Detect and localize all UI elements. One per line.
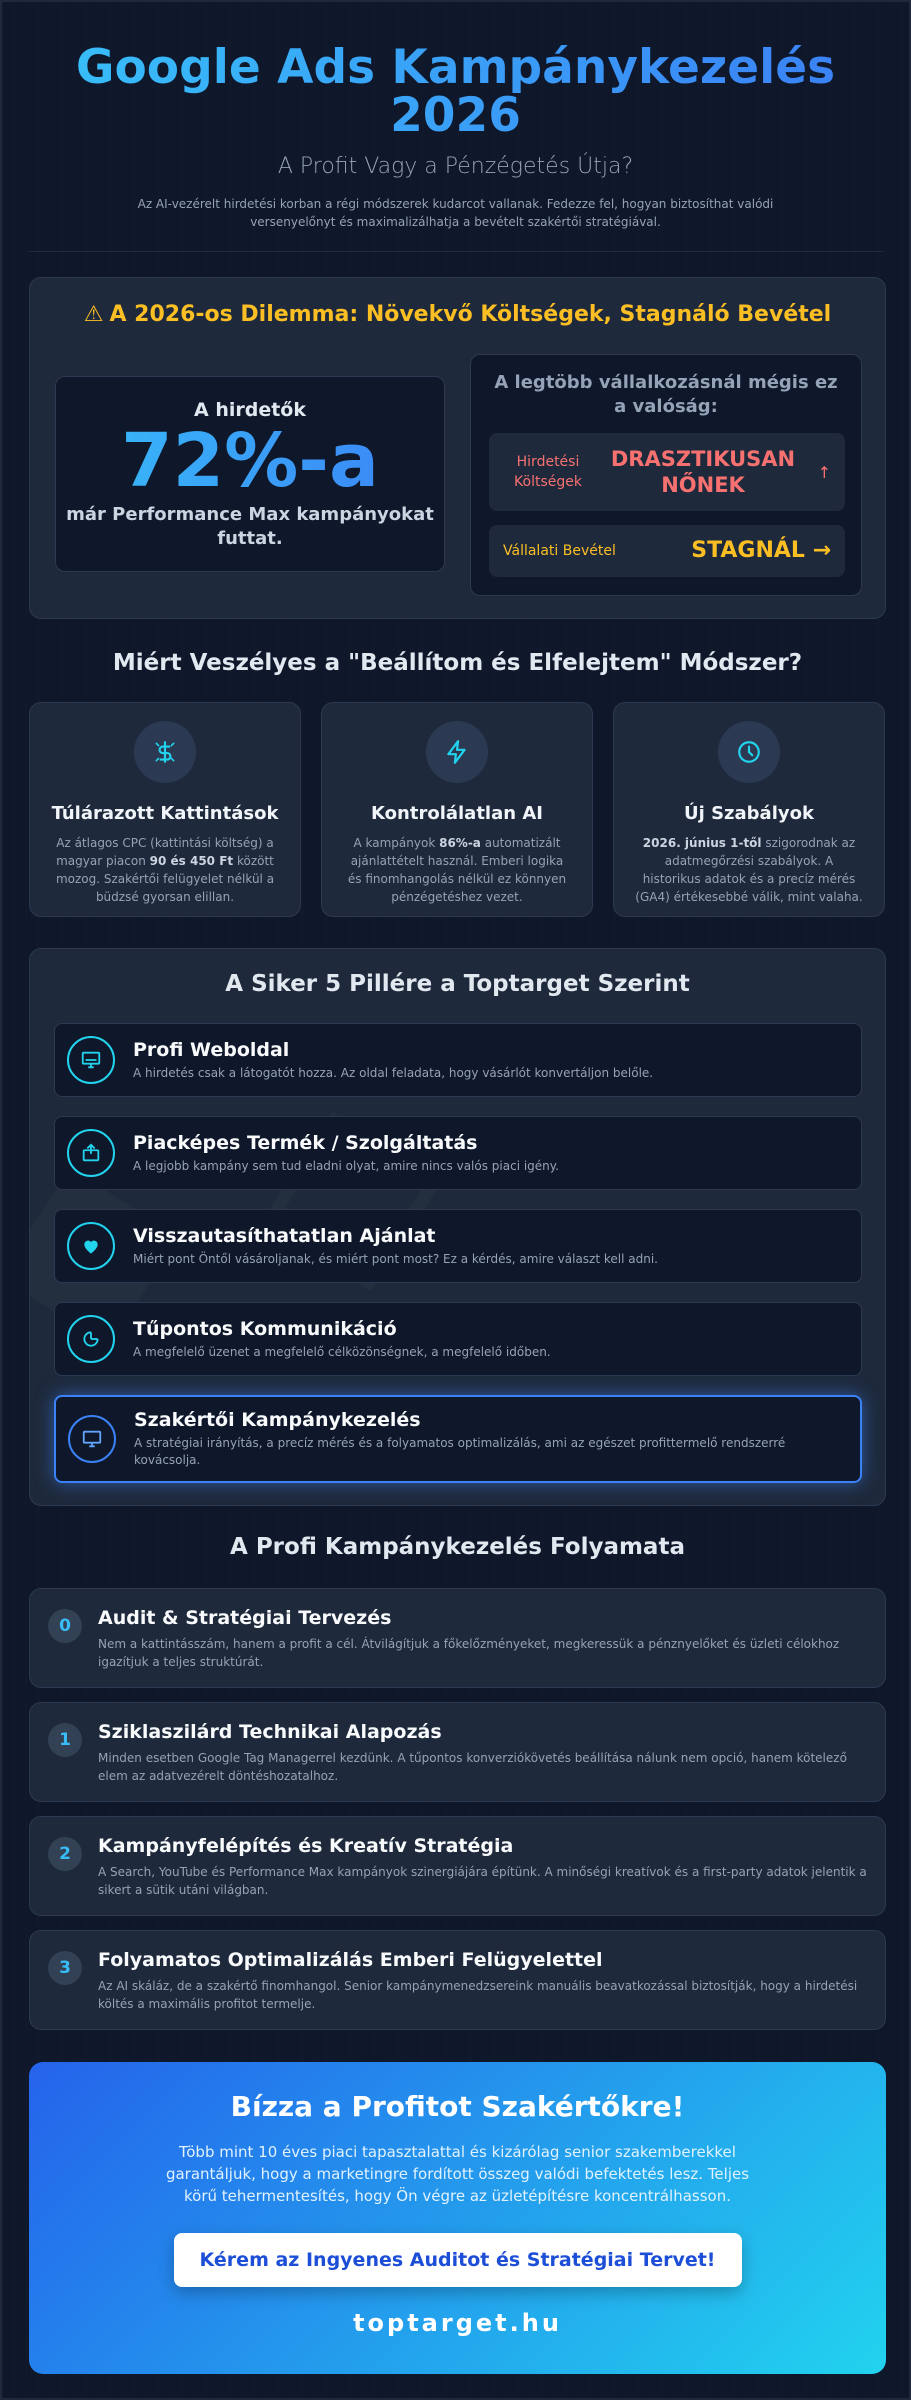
pillar-title: Profi Weboldal xyxy=(133,1038,290,1061)
lightning-icon xyxy=(426,721,488,783)
pillar-text: A stratégiai irányítás, a precíz mérés és a folyamatos optimalizálás, ami az egészet profittermelő rendszerré kovácsolja. xyxy=(134,1436,786,1467)
danger-card-title: Új Szabályok xyxy=(684,803,814,824)
arrow-up-icon: ↑ xyxy=(817,462,831,482)
reality-box xyxy=(470,354,862,596)
box-icon xyxy=(67,1129,115,1177)
step-number: 1 xyxy=(48,1723,82,1757)
dilemma-section xyxy=(29,277,886,619)
step-title: Audit & Stratégiai Tervezés xyxy=(98,1607,392,1629)
pillar-title: Visszautasíthatatlan Ajánlat xyxy=(133,1224,436,1247)
stat-pre: A hirdetők xyxy=(194,399,306,421)
danger-card-text: 2026. június 1-től szigorodnak az adatmegőrzési szabályok. A historikus adatok és a precíz mérés (GA4) értékesebbé válik, mint valaha. xyxy=(635,836,863,904)
revenue-label: Vállalati Bevétel xyxy=(503,543,616,559)
dilemma-title-text: A 2026-os Dilemma: Növekvő Költségek, Stagnáló Bevétel xyxy=(109,302,832,327)
pillar-item-communication xyxy=(54,1302,862,1376)
process-step-audit xyxy=(29,1588,886,1688)
monitor-icon xyxy=(67,1036,115,1084)
cost-label: Hirdetési Költségek xyxy=(514,454,582,490)
cta-text: Több mint 10 éves piaci tapasztalattal és kizárólag senior szakemberekkel garantáljuk, hogy a marketingre fordított összeg valódi befektetés lesz. Teljes körű tehermentesítés, hogy Ön végre az üzletépítésre koncentrálhasson. xyxy=(165,2143,750,2205)
revenue-metric xyxy=(489,525,845,577)
danger-card-ai xyxy=(321,702,593,917)
step-text: A Search, YouTube és Performance Max kampányok szinergiájára építünk. A minőségi kreatívok és a first-party adatok jelentik a sikert a sütik utáni világban. xyxy=(98,1865,867,1897)
heart-icon xyxy=(67,1222,115,1270)
dilemma-title xyxy=(30,302,885,327)
pillar-item-offer xyxy=(54,1209,862,1283)
pillar-text: Miért pont Öntől vásároljanak, és miért pont most? Ez a kérdés, amire választ kell adni. xyxy=(133,1251,658,1266)
request-audit-button[interactable]: Kérem az Ingyenes Auditot és Stratégiai Tervet! xyxy=(174,2233,742,2287)
pillar-title: Piacképes Termék / Szolgáltatás xyxy=(133,1131,478,1154)
process-step-optimize xyxy=(29,1930,886,2030)
process-step-build xyxy=(29,1816,886,1916)
process-title: A Profi Kampánykezelés Folyamata xyxy=(230,1534,685,1560)
stat-post: már Performance Max kampányokat futtat. xyxy=(66,504,434,549)
reality-question: A legtöbb vállalkozásnál mégis ez a valóság: xyxy=(494,372,838,417)
divider xyxy=(28,251,884,252)
pillar-title: Tűpontos Kommunikáció xyxy=(133,1317,397,1340)
pillar-text: A megfelelő üzenet a megfelelő célközönségnek, a megfelelő időben. xyxy=(133,1344,551,1359)
pillar-item-website xyxy=(54,1023,862,1097)
danger-card-title: Túlárazott Kattintások xyxy=(51,803,279,824)
dollar-icon xyxy=(134,721,196,783)
page-title: Google Ads Kampánykezelés 2026 xyxy=(66,44,846,140)
danger-card-cpc xyxy=(29,702,301,917)
revenue-value: STAGNÁL → xyxy=(691,538,831,563)
intro-text: Az AI-vezérelt hirdetési korban a régi módszerek kudarcot vallanak. Fedezze fel, hogyan biztosíthat valódi versenyelőnyt és maximalizálhatja a bevételt szakértői stratégiával. xyxy=(137,197,774,229)
pillars-section xyxy=(29,948,886,1506)
step-text: Nem a kattintásszám, hanem a profit a cél. Átvilágítjuk a főkelőzményeket, megkeressük a pénznyelőket és üzleti célokhoz igazítjuk a teljes struktúrát. xyxy=(98,1637,840,1669)
pillar-text: A hirdetés csak a látogatót hozza. Az oldal feladata, hogy vásárlót konvertáljon belőle. xyxy=(133,1065,654,1080)
process-step-tech xyxy=(29,1702,886,1802)
cost-value: DRASZTIKUSAN NŐNEK xyxy=(610,447,796,497)
site-link[interactable]: toptarget.hu xyxy=(353,2309,562,2337)
page-subtitle: A Profit Vagy a Pénzégetés Útja? xyxy=(277,154,634,179)
pillar-item-campaign xyxy=(54,1395,862,1483)
danger-card-rules xyxy=(613,702,885,917)
target-icon xyxy=(67,1315,115,1363)
step-text: Az AI skáláz, de a szakértő finomhangol. Senior kampánymenedzsereink manuális beavatkozással biztosítják, hogy a hirdetési költés a maximális profitot termelje. xyxy=(98,1979,858,2011)
clock-icon xyxy=(718,721,780,783)
step-title: Sziklaszilárd Technikai Alapozás xyxy=(98,1721,442,1743)
danger-card-text: A kampányok 86%-a automatizált ajánlattételt használ. Emberi logika és finomhangolás nélkül ez könnyen pénzégetéshez vezet. xyxy=(347,836,567,904)
danger-card-title: Kontrolálatlan AI xyxy=(371,803,543,824)
screen-icon xyxy=(68,1415,116,1463)
hero xyxy=(2,2,909,252)
step-title: Folyamatos Optimalizálás Emberi Felügyelettel xyxy=(98,1949,603,1971)
cta-title: Bízza a Profitot Szakértőkre! xyxy=(230,2090,685,2123)
step-title: Kampányfelépítés és Kreatív Stratégia xyxy=(98,1835,514,1857)
warning-icon: ⚠ xyxy=(83,302,104,327)
cost-metric xyxy=(489,433,845,511)
pillar-item-product xyxy=(54,1116,862,1190)
danger-section-title: Miért Veszélyes a "Beállítom és Elfelejtem" Módszer? xyxy=(112,650,803,676)
pillars-title: A Siker 5 Pillére a Toptarget Szerint xyxy=(225,971,690,997)
step-text: Minden esetben Google Tag Managerrel kezdünk. A tűpontos konverziókövetés beállítása nálunk nem opció, hanem kötelező elem az adatvezérelt döntéshozatalhoz. xyxy=(98,1751,847,1783)
step-number: 3 xyxy=(48,1951,82,1985)
step-number: 2 xyxy=(48,1837,82,1871)
cta-section xyxy=(29,2062,886,2374)
step-number: 0 xyxy=(48,1609,82,1643)
pillar-text: A legjobb kampány sem tud eladni olyat, amire nincs valós piaci igény. xyxy=(133,1158,559,1173)
stat-value: 72%-a xyxy=(56,421,444,501)
pillar-title: Szakértői Kampánykezelés xyxy=(134,1409,421,1431)
danger-card-text: Az átlagos CPC (kattintási költség) a magyar piacon 90 és 450 Ft között mozog. Szakértői felügyelet nélkül a büdzsé gyorsan elillan. xyxy=(55,836,275,904)
stat-box xyxy=(55,376,445,572)
